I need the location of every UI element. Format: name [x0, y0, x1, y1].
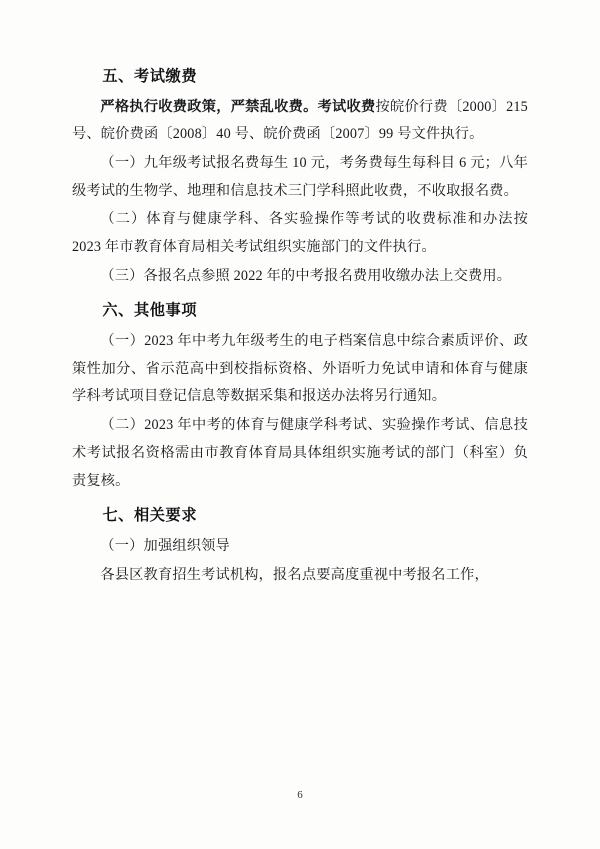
section-heading-7: 七、相关要求 [102, 507, 198, 525]
paragraph-requirement-body: 各县区教育招生考试机构，报名点要高度重视中考报名工作， [100, 566, 489, 583]
paragraph-fee-item-2: （二）体育与健康学科、各实验操作等考试的收费标准和办法按 2023 年市教育体育局相关考试组织实施部门的文件执行。 [72, 211, 528, 256]
paragraph-fee-policy [72, 94, 528, 149]
paragraph-requirement-item-1: （一）加强组织领导 [100, 537, 230, 554]
paragraph-other-item-1: （一）2023 年中考九年级考生的电子档案信息中综合素质评价、政策性加分、省示范高中到校指标资格、外语听力免试申请和体育与健康学科考试项目登记信息等数据采集和报送办法将另行通知。 [72, 333, 528, 405]
paragraph-fee-item-1: （一）九年级考试报名费每生 10 元，考务费每生每科目 6 元；八年级考试的生物学、地理和信息技术三门学科照此收费，不收取报名费。 [72, 155, 528, 199]
paragraph-bold-lead: 严格执行收费政策，严禁乱收费。考试收费 [100, 98, 376, 115]
paragraph-text: 按皖价行费〔2000〕215 号、皖价费函〔2008〕40 号、皖价费函〔2007〕99 号文件执行。 [72, 98, 528, 143]
section-heading-5: 五、考试缴费 [102, 68, 198, 85]
document-body [72, 62, 528, 589]
section-heading-6: 六、其他事项 [102, 302, 198, 320]
paragraph-other-item-2: （二）2023 年中考的体育与健康学科考试、实验操作考试、信息技术考试报名资格需由市教育体育局具体组织实施考试的部门（科室）负责复核。 [72, 417, 528, 489]
page-number: 6 [297, 789, 303, 801]
paragraph-fee-item-3: （三）各报名点参照 2022 年的中考报名费用收缴办法上交费用。 [100, 267, 512, 284]
